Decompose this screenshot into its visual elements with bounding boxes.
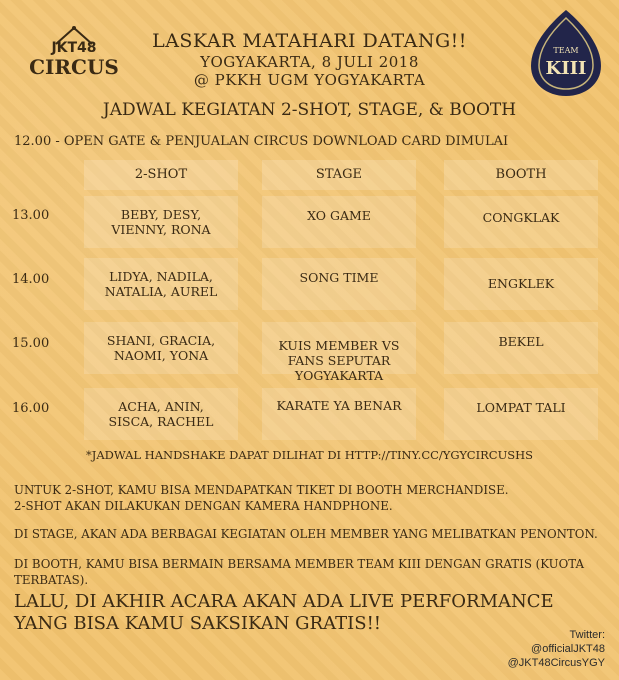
- schedule-cell-2shot: LIDYA, NADILA, NATALIA, AUREL: [84, 258, 238, 310]
- twitter-label: Twitter:: [569, 629, 605, 641]
- schedule-cell-booth: ENGKLEK: [444, 258, 598, 310]
- column-header-booth: BOOTH: [444, 160, 598, 190]
- time-label: 16.00: [12, 401, 50, 416]
- schedule-cell-stage: KUIS MEMBER VS FANS SEPUTAR YOGYAKARTA: [262, 322, 416, 374]
- page-title: LASKAR MATAHARI DATANG!!: [152, 30, 467, 52]
- schedule-cell-booth: LOMPAT TALI: [444, 388, 598, 440]
- final-message-line2: YANG BISA KAMU SAKSIKAN GRATIS!!: [14, 613, 382, 634]
- twitter-handle-official[interactable]: @officialJKT48: [531, 643, 605, 655]
- schedule-title: JADWAL KEGIATAN 2-SHOT, STAGE, & BOOTH: [102, 100, 517, 120]
- time-label: 13.00: [12, 208, 50, 223]
- schedule-cell-stage: KARATE YA BENAR: [262, 388, 416, 440]
- logo-text-top: JKT48: [51, 40, 97, 56]
- schedule-cell-booth: CONGKLAK: [444, 196, 598, 248]
- logo-text-bottom: CIRCUS: [29, 55, 119, 79]
- time-label: 15.00: [12, 336, 50, 351]
- info-2shot-line1: UNTUK 2-SHOT, KAMU BISA MENDAPATKAN TIKET DI BOOTH MERCHANDISE.: [14, 483, 509, 497]
- open-gate-text: 12.00 - OPEN GATE & PENJUALAN CIRCUS DOWNLOAD CARD DIMULAI: [14, 134, 509, 149]
- event-venue: @ PKKH UGM YOGYAKARTA: [193, 71, 426, 89]
- logo-kiii-text: KIII: [545, 58, 587, 79]
- event-date: YOGYAKARTA, 8 JULI 2018: [200, 53, 419, 71]
- final-message-line1: LALU, DI AKHIR ACARA AKAN ADA LIVE PERFORMANCE: [14, 591, 554, 612]
- time-label: 14.00: [12, 272, 50, 287]
- column-header-2shot: 2-SHOT: [84, 160, 238, 190]
- logo-team-text: TEAM: [553, 46, 579, 55]
- schedule-cell-stage: SONG TIME: [262, 258, 416, 310]
- schedule-cell-stage: XO GAME: [262, 196, 416, 248]
- schedule-cell-2shot: SHANI, GRACIA, NAOMI, YONA: [84, 322, 238, 374]
- schedule-cell-booth: BEKEL: [444, 322, 598, 374]
- column-header-stage: STAGE: [262, 160, 416, 190]
- info-stage: DI STAGE, AKAN ADA BERBAGAI KEGIATAN OLEH MEMBER YANG MELIBATKAN PENONTON.: [14, 527, 598, 541]
- schedule-cell-2shot: BEBY, DESY, VIENNY, RONA: [84, 196, 238, 248]
- handshake-note: *JADWAL HANDSHAKE DAPAT DILIHAT DI HTTP://TINY.CC/YGYCIRCUSHS: [85, 448, 534, 462]
- info-booth: DI BOOTH, KAMU BISA BERMAIN BERSAMA MEMBER TEAM KIII DENGAN GRATIS (KUOTA TERBATAS).: [14, 557, 585, 587]
- schedule-cell-2shot: ACHA, ANIN, SISCA, RACHEL: [84, 388, 238, 440]
- twitter-handle-circus[interactable]: @JKT48CircusYGY: [507, 657, 605, 669]
- info-2shot-line2: 2-SHOT AKAN DILAKUKAN DENGAN KAMERA HANDPHONE.: [14, 499, 393, 513]
